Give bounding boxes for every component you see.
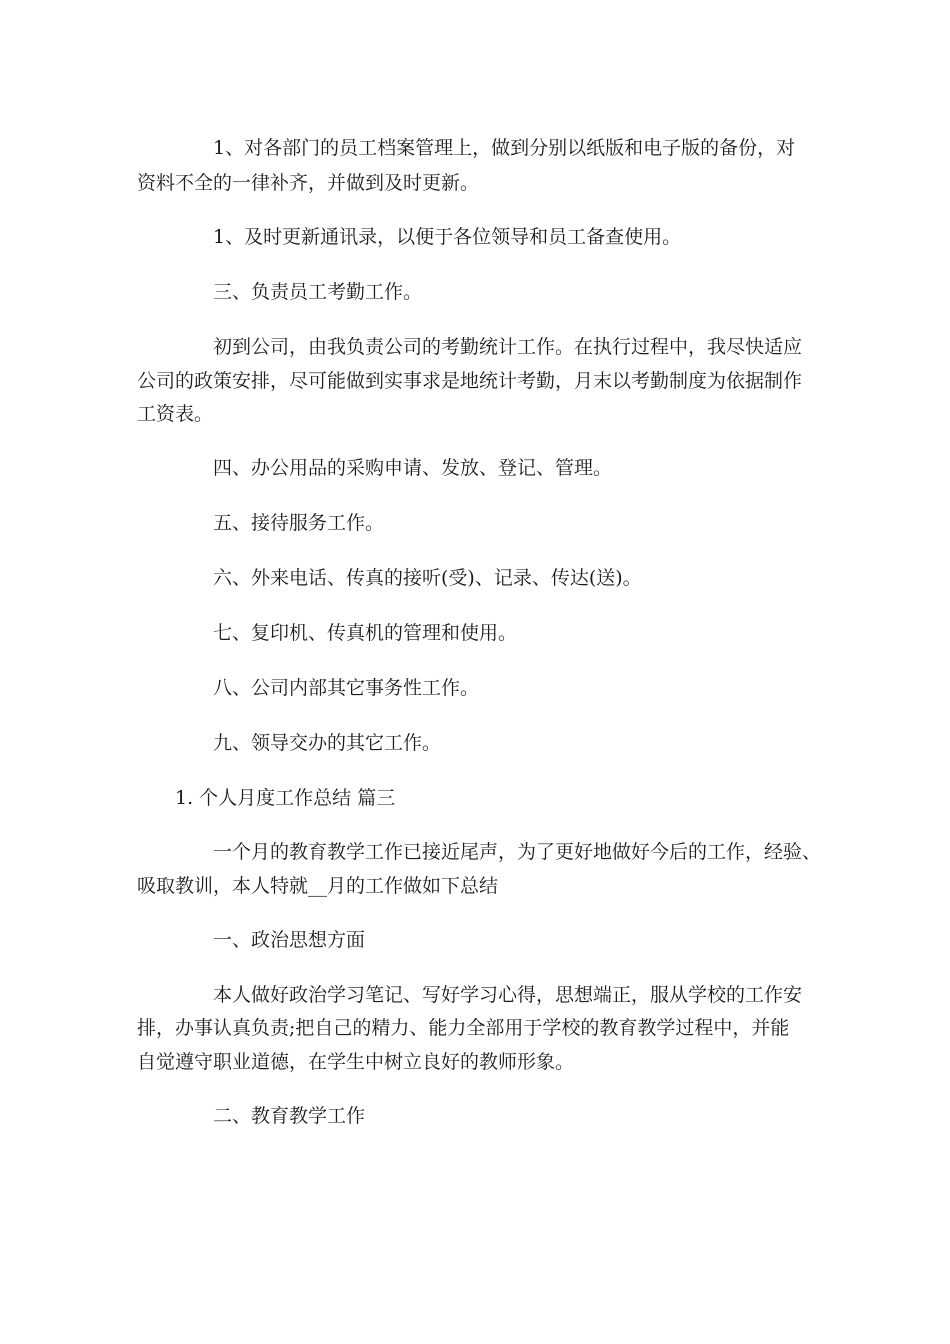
paragraph-line: 公司的政策安排，尽可能做到实事求是地统计考勤，月末以考勤制度为依据制作 (137, 370, 803, 392)
section-heading: 六、外来电话、传真的接听(受)、记录、传达(送)。 (213, 567, 642, 589)
article-title: 1. 个人月度工作总结 篇三 (175, 787, 396, 809)
paragraph-line: 1、对各部门的员工档案管理上，做到分别以纸版和电子版的备份，对 (213, 137, 796, 159)
section-heading: 五、接待服务工作。 (213, 512, 385, 534)
paragraph-line: 一个月的教育教学工作已接近尾声，为了更好地做好今后的工作，经验、 (213, 841, 822, 863)
paragraph-line: 本人做好政治学习笔记、写好学习心得，思想端正，服从学校的工作安 (213, 984, 803, 1006)
paragraph-line: 资料不全的一律补齐，并做到及时更新。 (137, 172, 480, 194)
paragraph-line: 工资表。 (137, 403, 214, 425)
paragraph-line: 自觉遵守职业道德，在学生中树立良好的教师形象。 (137, 1051, 575, 1073)
paragraph-line: 初到公司，由我负责公司的考勤统计工作。在执行过程中，我尽快适应 (213, 336, 803, 358)
section-heading: 四、办公用品的采购申请、发放、登记、管理。 (213, 457, 613, 479)
section-heading: 二、教育教学工作 (213, 1105, 366, 1127)
section-heading: 九、领导交办的其它工作。 (213, 732, 442, 754)
section-heading: 七、复印机、传真机的管理和使用。 (213, 622, 518, 644)
section-heading: 一、政治思想方面 (213, 929, 366, 951)
paragraph-line: 1、及时更新通讯录，以便于各位领导和员工备查使用。 (213, 226, 682, 248)
paragraph-line: 排，办事认真负责;把自己的精力、能力全部用于学校的教育教学过程中，并能 (137, 1017, 790, 1039)
paragraph-line: 吸取教训，本人特就__月的工作做如下总结 (137, 875, 499, 897)
section-heading: 三、负责员工考勤工作。 (213, 281, 423, 303)
section-heading: 八、公司内部其它事务性工作。 (213, 677, 480, 699)
